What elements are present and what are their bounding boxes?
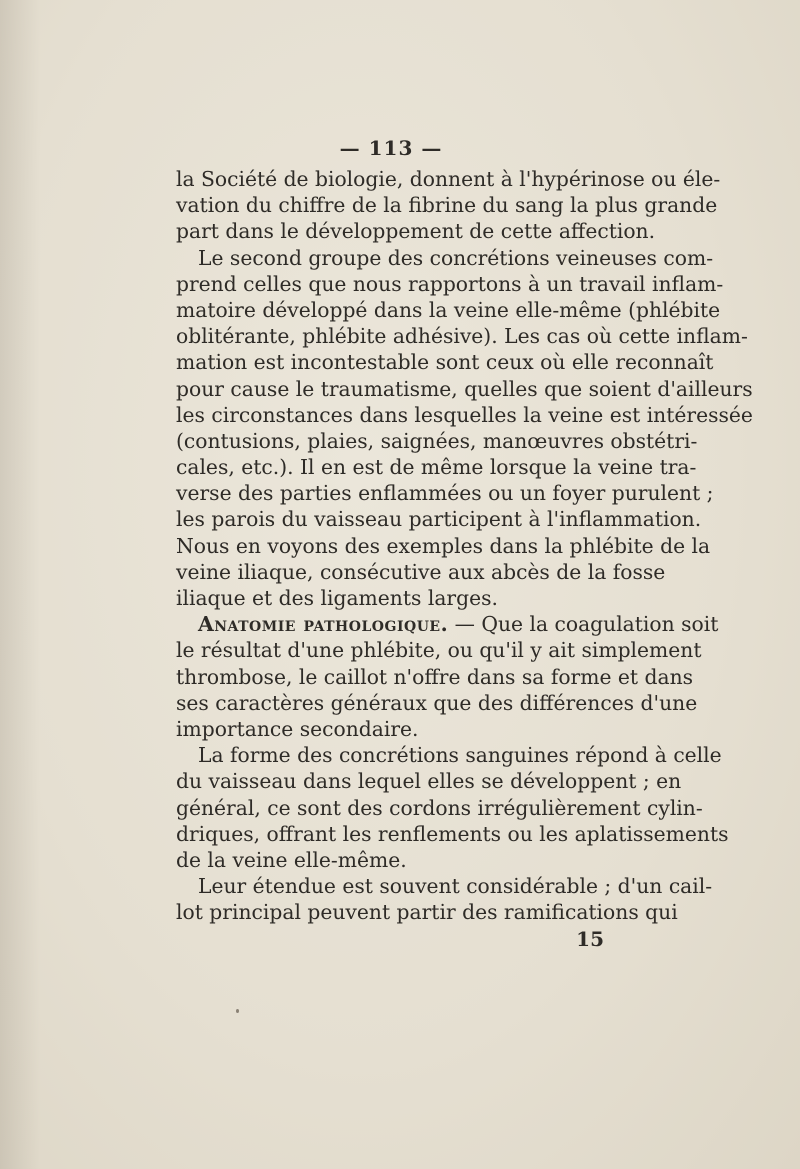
spine-shadow [0,0,40,1169]
text-line: de la veine elle-même. [176,847,407,872]
text-line: matoire développé dans la veine elle-même (phlébite [176,297,721,322]
text-line [176,611,719,637]
text-line: oblitérante, phlébite adhésive). Les cas où cette inflam- [176,324,748,349]
text-line: vation du chiffre de la fibrine du sang la plus grande [176,193,718,218]
text-line: driques, offrant les renflements ou les aplatissements [176,821,729,846]
paper-fleck [236,1009,239,1013]
text-line: La forme des concrétions sanguines répond à celle [198,743,722,768]
text-line: mation est incontestable sont ceux où elle reconnaît [176,350,714,375]
text-line: général, ce sont des cordons irrégulièrement cylin- [176,795,703,820]
page-number: — 113 — [339,136,443,160]
text-line: les parois du vaisseau participent à l'inflammation. [176,507,702,532]
text-line: du vaisseau dans lequel elles se développent ; en [176,769,682,794]
text-line: ses caractères généraux que des différences d'une [176,690,698,715]
text-block [176,136,753,952]
text-line: le résultat d'une phlébite, ou qu'il y ait simplement [176,638,702,663]
text-line: (contusions, plaies, saignées, manœuvres obstétri- [176,428,698,453]
text-line: importance secondaire. [176,716,419,741]
signature-mark: 15 [576,927,604,952]
text-line: prend celles que nous rapportons à un travail inflam- [176,271,724,296]
text-line: Leur étendue est souvent considérable ; d'un cail- [198,874,713,899]
section-heading: Anatomie pathologique. [198,612,449,637]
line-text: — Que la coagulation soit [448,612,719,637]
text-line: les circonstances dans lesquelles la veine est intéressée [176,402,753,427]
text-line: thrombose, le caillot n'offre dans sa forme et dans [176,664,694,689]
text-line: la Société de biologie, donnent à l'hypérinose ou éle- [176,167,721,191]
text-line: cales, etc.). Il en est de même lorsque la veine tra- [176,455,697,480]
text-line: Nous en voyons des exemples dans la phlébite de la [176,533,711,558]
text-line: lot principal peuvent partir des ramifications qui [176,900,678,925]
text-line: Le second groupe des concrétions veineuses com- [198,245,714,270]
text-line: veine iliaque, consécutive aux abcès de la fosse [176,559,666,584]
text-line: verse des parties enflammées ou un foyer purulent ; [176,481,714,506]
body-text [176,166,753,925]
text-line: pour cause le traumatisme, quelles que soient d'ailleurs [176,376,753,401]
text-line: part dans le développement de cette affection. [176,219,656,244]
text-line: iliaque et des ligaments larges. [176,586,498,610]
